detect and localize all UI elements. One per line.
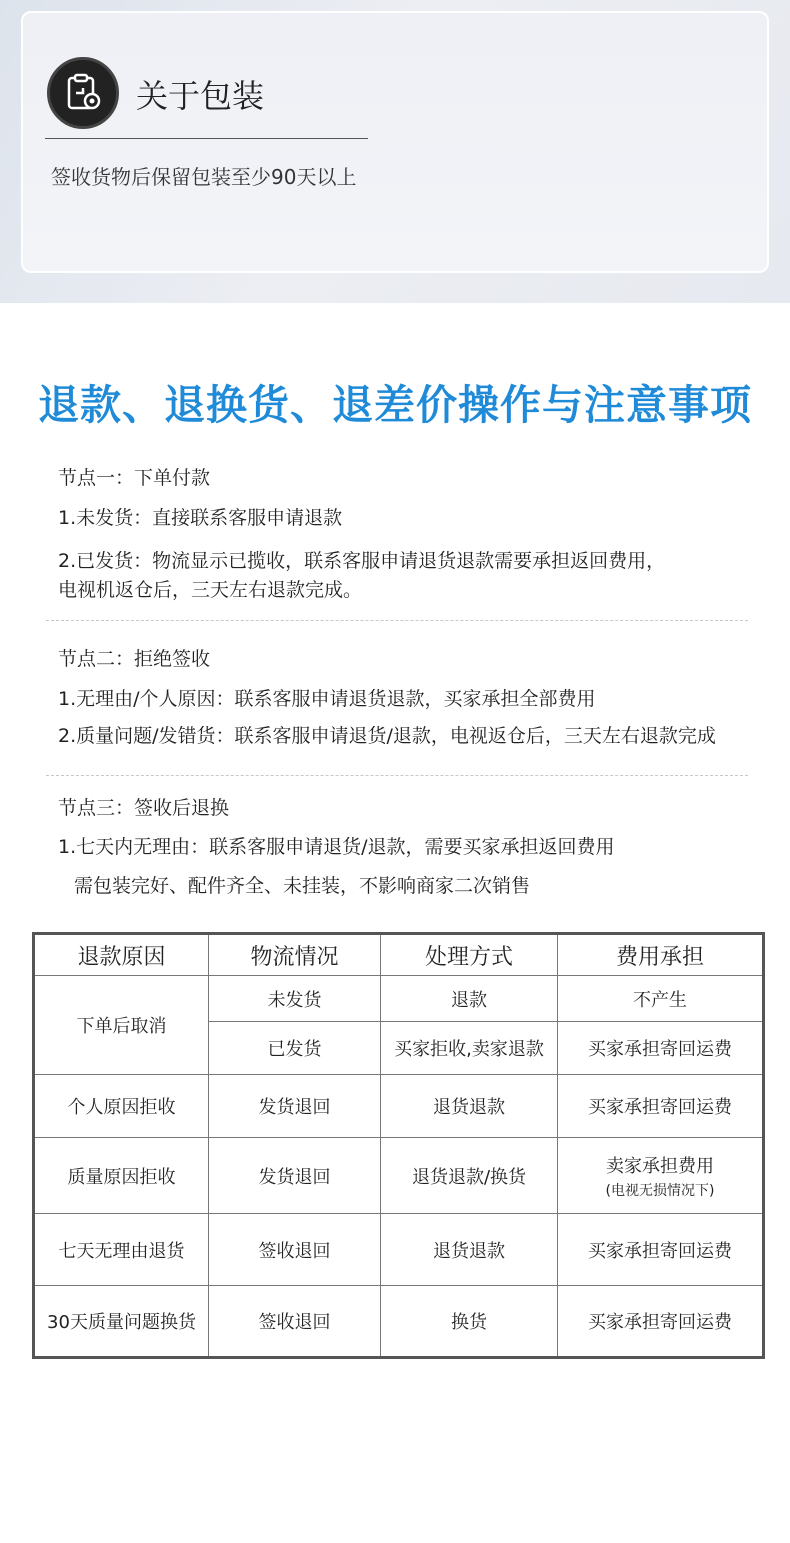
section-line: 2.质量问题/发错货：联系客服申请退货/退款，电视返仓后，三天左右退款完成 — [58, 725, 716, 747]
table-cell: 买家承担寄回运费 — [558, 1075, 764, 1138]
table-cell: 未发货 — [209, 976, 381, 1022]
table-cell: 退货退款 — [381, 1075, 558, 1138]
section-heading: 节点一：下单付款 — [58, 467, 211, 489]
card-title: 关于包装 — [136, 77, 265, 115]
table-cell: 签收退回 — [209, 1214, 381, 1286]
packaging-card — [21, 11, 769, 273]
table-header-cell: 处理方式 — [381, 934, 558, 976]
section-line: 1.七天内无理由：联系客服申请退货/退款，需要买家承担返回费用 — [58, 836, 615, 858]
table-cell: 换货 — [381, 1286, 558, 1358]
dashed-divider — [46, 775, 748, 776]
table-row — [34, 1075, 764, 1138]
table-cell: 下单后取消 — [34, 976, 209, 1075]
dashed-divider — [46, 620, 748, 621]
table-cell: 七天无理由退货 — [34, 1214, 209, 1286]
table-row — [34, 1138, 764, 1214]
section-heading: 节点二：拒绝签收 — [58, 648, 211, 670]
table-cell: 发货退回 — [209, 1075, 381, 1138]
card-text: 签收货物后保留包装至少90天以上 — [51, 165, 357, 189]
packaging-banner — [0, 0, 790, 303]
table-cell: 退货退款 — [381, 1214, 558, 1286]
table-cell: 不产生 — [558, 976, 764, 1022]
table-header-cell: 物流情况 — [209, 934, 381, 976]
section-line: 电视机返仓后，三天左右退款完成。 — [58, 579, 363, 601]
table-cell: 买家拒收,卖家退款 — [381, 1022, 558, 1075]
table-cell: 30天质量问题换货 — [34, 1286, 209, 1358]
section-line: 1.未发货：直接联系客服申请退款 — [58, 507, 343, 529]
cost-note: (电视无损情况下) — [605, 1182, 715, 1199]
divider — [45, 138, 368, 139]
clipboard-settings-icon-glyph — [61, 71, 105, 115]
table-cell: 买家承担寄回运费 — [558, 1214, 764, 1286]
table-cell: 已发货 — [209, 1022, 381, 1075]
table-cell: 买家承担寄回运费 — [558, 1286, 764, 1358]
section-line: 1.无理由/个人原因：联系客服申请退货退款，买家承担全部费用 — [58, 688, 596, 710]
table-header-row — [34, 934, 764, 976]
table-cell: 个人原因拒收 — [34, 1075, 209, 1138]
table-cell: 退款 — [381, 976, 558, 1022]
table-row — [34, 1214, 764, 1286]
section-line: 2.已发货：物流显示已揽收，联系客服申请退货退款需要承担返回费用， — [58, 550, 666, 572]
page-title: 退款、退换货、退差价操作与注意事项 — [38, 381, 752, 429]
clipboard-settings-icon — [47, 57, 119, 129]
table-row — [34, 1286, 764, 1358]
table-cell: 发货退回 — [209, 1138, 381, 1214]
table-cell: 买家承担寄回运费 — [558, 1022, 764, 1075]
table-header-cell: 费用承担 — [558, 934, 764, 976]
cost-text: 卖家承担费用 — [606, 1155, 714, 1177]
table-row — [34, 976, 764, 1022]
refund-table — [32, 932, 765, 1359]
section-line: 需包装完好、配件齐全、未挂装，不影响商家二次销售 — [74, 875, 531, 897]
table-cell — [558, 1138, 764, 1214]
table-header-cell: 退款原因 — [34, 934, 209, 976]
table-cell: 退货退款/换货 — [381, 1138, 558, 1214]
table-cell: 签收退回 — [209, 1286, 381, 1358]
table-cell: 质量原因拒收 — [34, 1138, 209, 1214]
section-heading: 节点三：签收后退换 — [58, 797, 230, 819]
